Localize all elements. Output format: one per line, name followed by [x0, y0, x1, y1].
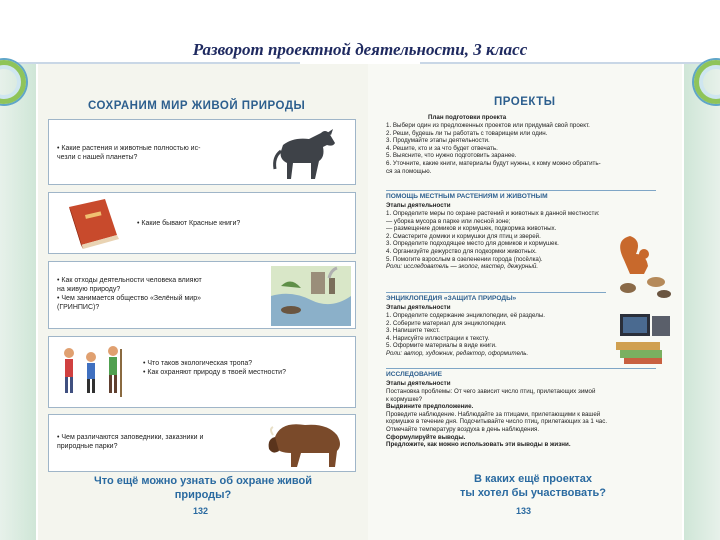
right-page-heading: ПРОЕКТЫ: [494, 96, 556, 108]
plan-title: План подготовки проекта: [428, 114, 507, 121]
card-question: • Чем различаются заповедники, заказники и природные парки?: [57, 434, 204, 450]
research-stages: Этапы деятельности: [386, 380, 451, 387]
slide-title: Разворот проектной деятельности, 3 класс: [192, 40, 528, 59]
computer-books-illustration: [612, 308, 676, 366]
help-project-steps: 1. Определите меры по охране растений и животных в данной местности: — уборка мусора в парке или лесной зоне; — размещение домиков и кормушек, подкормка животных. 2. Смастерите домики и кормушки для птиц и зверей. 3. Определите подходящее место для домиков и кормушек. 4. Организуйте дежурство для подкормки животных. 5. Помогите взрослым в озеленении города (посёлка). Роли: исследователь — эколог, мастер, дежурный.: [386, 210, 600, 271]
page-number-left: 132: [193, 506, 209, 516]
squirrel-birds-illustration: [608, 230, 678, 302]
book-spread: [38, 64, 682, 540]
encyclopedia-title: ЭНЦИКЛОПЕДИЯ «ЗАЩИТА ПРИРОДЫ»: [386, 295, 517, 302]
left-page: [38, 64, 368, 540]
page-number-right: 133: [516, 506, 532, 516]
right-page: [368, 64, 682, 540]
research-title: ИССЛЕДОВАНИЕ: [386, 371, 443, 378]
left-decorative-band: [0, 62, 36, 540]
right-bottom-question: В каких ещё проектах ты хотел бы участвовать?: [460, 473, 606, 499]
section-divider: [386, 368, 656, 369]
plan-steps: 1. Выбери один из предложенных проектов или придумай свой проект. 2. Реши, будешь ли ты работать с товарищем или один. 3. Продумайте этапы деятельности. 4. Решите, кто и за что будет отвечать. 5. Выясните, что нужно подготовить заранее. 6. Уточните, какие книги, материалы будут нужны, к кому можно обратить- ся за помощью.: [386, 122, 601, 175]
card-question: • Какие бывают Красные книги?: [137, 220, 241, 227]
card-question: • Какие растения и животные полностью ис- чезли с нашей планеты?: [57, 145, 201, 161]
right-decorative-band: [684, 62, 720, 540]
question-card-eco-trail: [48, 336, 356, 408]
research-steps: Постановка проблемы: От чего зависит число птиц, прилетающих зимой к кормушке? Выдвините предположение. Проведите наблюдение. Наблюдайте за птицами, прилетающими к вашей кормушке в течение дня. Подсчитывайте число птиц, прилетающих за 1 час. Отмечайте температуру воздуха в день наблюдения. Сформулируйте выводы. Предложите, как можно использовать эти выводы в жизни.: [386, 388, 608, 449]
pollution-river-illustration: [271, 266, 351, 326]
bison-illustration: [261, 417, 353, 471]
question-card-red-books: [48, 192, 356, 254]
red-book-illustration: [59, 195, 125, 253]
children-trail-illustration: [55, 341, 131, 405]
left-page-heading: СОХРАНИМ МИР ЖИВОЙ ПРИРОДЫ: [88, 100, 306, 112]
encyclopedia-steps: 1. Определите содержание энциклопедии, её разделы. 2. Соберите материал для энциклопедии. 3. Напишите текст. 4. Нарисуйте иллюстрации к тексту. 5. Оформите материалы в виде книги. Роли: автор, художник, редактор, оформитель.: [386, 312, 546, 357]
horse-illustration: [263, 123, 349, 183]
question-card-reserves: [48, 414, 356, 472]
card-question: • Как отходы деятельности человека влияют на живую природу? • Чем занимается общество «Зелёный мир» (ГРИНПИС)?: [57, 277, 202, 311]
card-question: • Что таков экологическая тропа? • Как охраняют природу в твоей местности?: [143, 360, 286, 376]
encyclopedia-stages: Этапы деятельности: [386, 304, 451, 311]
left-bottom-question: Что ещё можно узнать об охране живой природы?: [94, 475, 312, 501]
help-project-title: ПОМОЩЬ МЕСТНЫМ РАСТЕНИЯМ И ЖИВОТНЫМ: [386, 193, 548, 200]
question-card-extinct: [48, 119, 356, 185]
help-project-stages: Этапы деятельности: [386, 202, 451, 209]
section-divider: [386, 190, 656, 191]
section-divider: [386, 292, 606, 293]
question-card-pollution: [48, 261, 356, 329]
